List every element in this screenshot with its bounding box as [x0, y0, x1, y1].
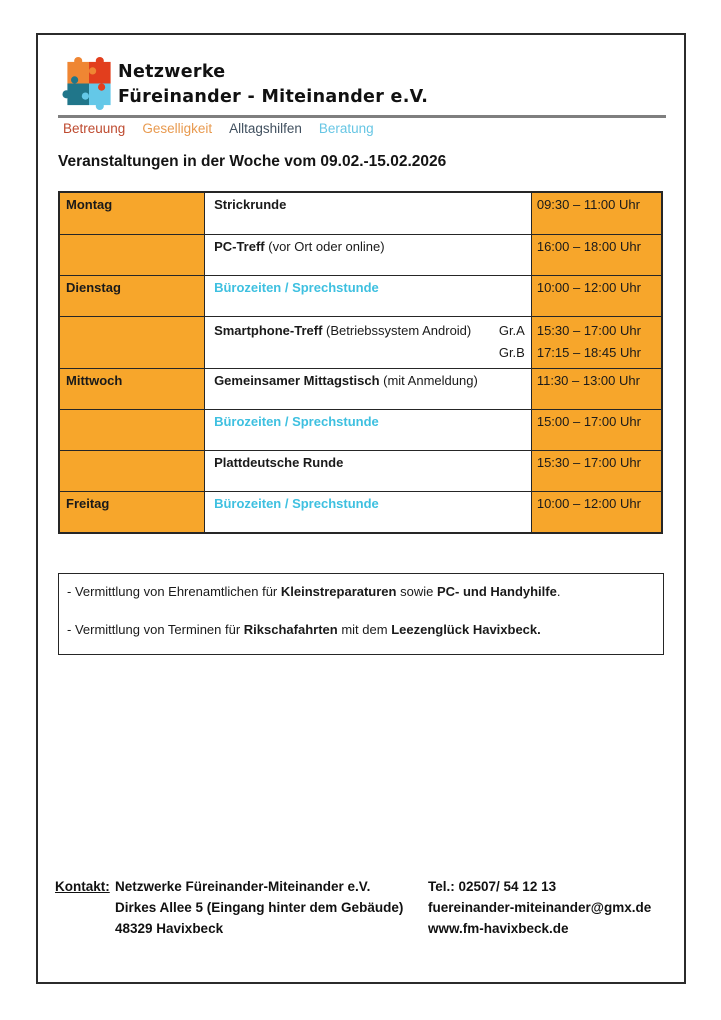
- org-name-line2: Füreinander - Miteinander e.V.: [118, 87, 429, 107]
- info-text: mit dem: [337, 622, 392, 637]
- event-cell: [205, 451, 532, 491]
- event-text: Smartphone-Treff: [214, 323, 323, 338]
- event-text: (Betriebssystem Android): [322, 323, 472, 338]
- time-cell: [532, 276, 661, 316]
- schedule-row: [60, 491, 661, 532]
- day-cell: [60, 451, 205, 491]
- info-text: sowie: [396, 584, 437, 599]
- contact-address-line: Dirkes Allee 5 (Eingang hinter dem Gebäude): [115, 900, 404, 915]
- time-text: 15:30 – 17:00 Uhr: [536, 455, 641, 470]
- schedule-row: [60, 368, 661, 409]
- day-cell: [60, 410, 205, 450]
- schedule-row: [60, 450, 661, 491]
- schedule-row: [60, 234, 661, 275]
- event-text: Bürozeiten / Sprechstunde: [214, 414, 379, 429]
- info-line: [67, 621, 655, 638]
- time-text: 15:30 – 17:00 Uhr: [536, 323, 641, 338]
- contact-details: [428, 876, 651, 939]
- nav-item-alltagshilfen: Alltagshilfen: [229, 121, 302, 136]
- event-cell: [205, 492, 532, 532]
- page-title: Veranstaltungen in der Woche vom 09.02.-15.02.2026: [58, 153, 447, 170]
- nav-item-betreuung: Betreuung: [63, 121, 126, 136]
- time-cell: [532, 492, 661, 532]
- contact-address-line: 48329 Havixbeck: [115, 921, 224, 936]
- info-line: [67, 583, 655, 600]
- info-text: Rikschafahrten: [243, 622, 338, 637]
- day-cell: [60, 235, 205, 275]
- time-cell: [532, 317, 661, 368]
- time-cell: [532, 451, 661, 491]
- schedule-table: [58, 191, 663, 534]
- org-logo-text: [118, 60, 428, 110]
- org-name-line1: Netzwerke: [118, 62, 226, 82]
- event-cell: [205, 235, 532, 275]
- group-label: Gr.B: [498, 345, 525, 360]
- day-cell: [60, 317, 205, 368]
- group-label: Gr.A: [498, 323, 525, 338]
- event-cell: [205, 317, 532, 368]
- nav-menu: [63, 121, 374, 137]
- puzzle-logo-icon: [62, 56, 116, 111]
- info-text: - Vermittlung von Terminen für: [67, 622, 244, 637]
- event-text: Strickrunde: [214, 197, 287, 212]
- event-text: Bürozeiten / Sprechstunde: [214, 496, 379, 511]
- contact-address: [115, 876, 403, 939]
- info-box: [58, 573, 664, 655]
- schedule-row: [60, 409, 661, 450]
- event-text: (mit Anmeldung): [379, 373, 478, 388]
- event-cell: [205, 410, 532, 450]
- day-cell: Montag: [60, 193, 205, 234]
- time-cell: [532, 410, 661, 450]
- nav-item-beratung: Beratung: [318, 121, 374, 136]
- contact-detail-line: Tel.: 02507/ 54 12 13: [428, 879, 557, 894]
- schedule-row: [60, 316, 661, 368]
- event-text: PC-Treff: [214, 239, 265, 254]
- schedule-row: [60, 193, 661, 234]
- event-text: Gemeinsamer Mittagstisch: [214, 373, 380, 388]
- time-cell: [532, 193, 661, 234]
- event-text: Bürozeiten / Sprechstunde: [214, 280, 379, 295]
- time-text: 17:15 – 18:45 Uhr: [536, 345, 641, 360]
- event-cell: [205, 193, 532, 234]
- event-text: (vor Ort oder online): [264, 239, 385, 254]
- time-text: 15:00 – 17:00 Uhr: [536, 414, 641, 429]
- header-divider: [58, 115, 666, 118]
- nav-item-geselligkeit: Geselligkeit: [142, 121, 213, 136]
- time-cell: [532, 369, 661, 409]
- info-text: PC- und Handyhilfe: [436, 584, 557, 599]
- event-cell: [205, 276, 532, 316]
- day-cell: Dienstag: [60, 276, 205, 316]
- info-text: .: [556, 584, 561, 599]
- time-text: 16:00 – 18:00 Uhr: [536, 239, 641, 254]
- time-text: 10:00 – 12:00 Uhr: [536, 280, 641, 295]
- event-text: Plattdeutsche Runde: [214, 455, 344, 470]
- info-text: Leezenglück Havixbeck.: [391, 622, 541, 637]
- contact-address-line: Netzwerke Füreinander-Miteinander e.V.: [115, 879, 371, 894]
- contact-detail-line: fuereinander-miteinander@gmx.de: [428, 900, 652, 915]
- day-cell: Mittwoch: [60, 369, 205, 409]
- event-cell: [205, 369, 532, 409]
- schedule-row: [60, 275, 661, 316]
- time-text: 09:30 – 11:00 Uhr: [536, 197, 640, 212]
- day-cell: Freitag: [60, 492, 205, 532]
- contact-detail-line: www.fm-havixbeck.de: [428, 921, 569, 936]
- info-text: - Vermittlung von Ehrenamtlichen für: [67, 584, 281, 599]
- info-text: Kleinstreparaturen: [280, 584, 397, 599]
- time-cell: [532, 235, 661, 275]
- time-text: 10:00 – 12:00 Uhr: [536, 496, 641, 511]
- contact-label: Kontakt:: [55, 879, 110, 894]
- time-text: 11:30 – 13:00 Uhr: [536, 373, 640, 388]
